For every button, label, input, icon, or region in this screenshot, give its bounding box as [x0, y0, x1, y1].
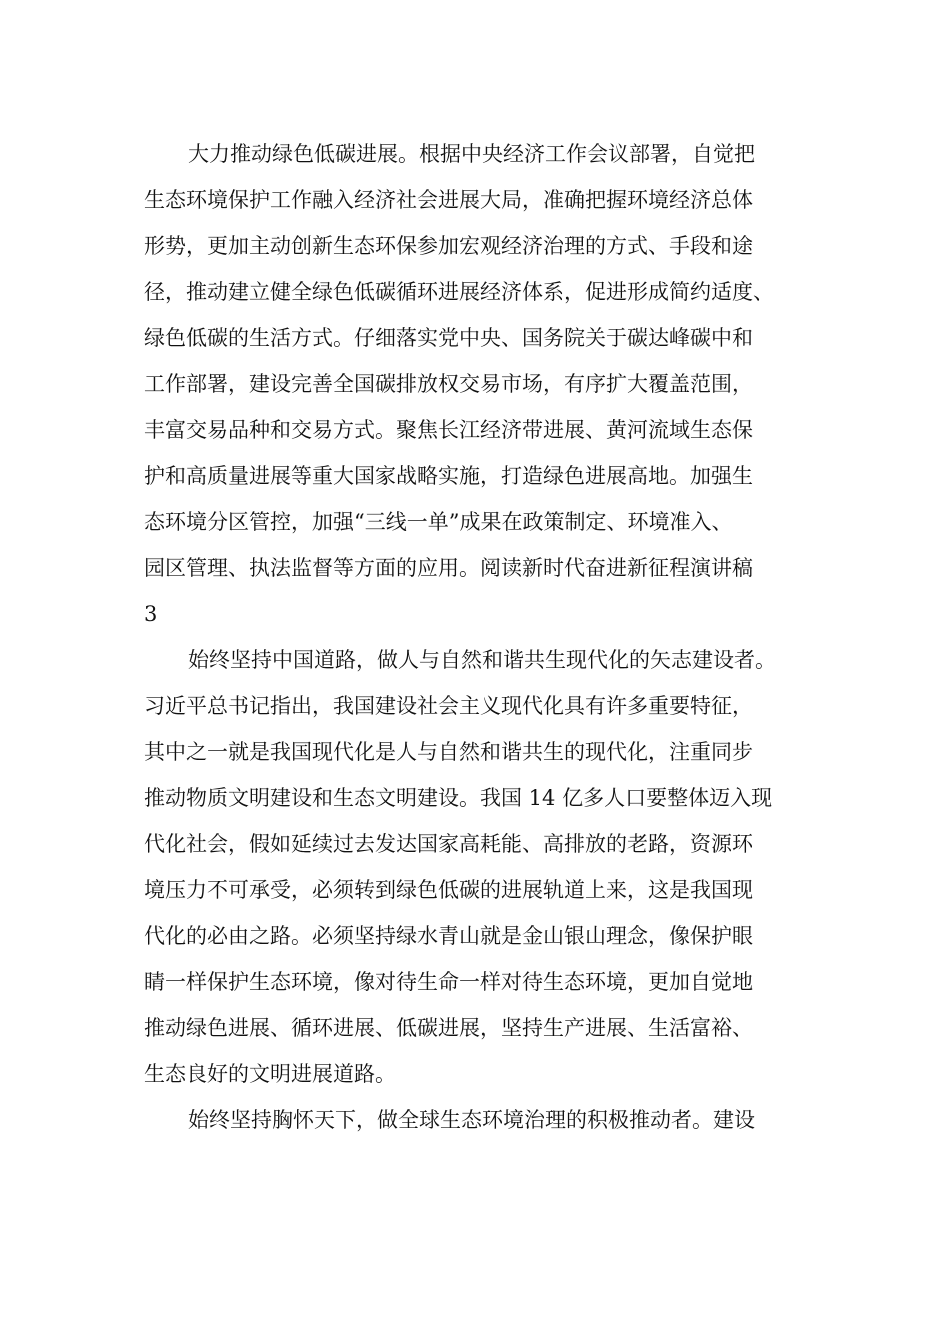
- text-line: 始终坚持中国道路，做人与自然和谐共生现代化的矢志建设者。: [188, 648, 776, 672]
- text-line: 态环境分区管控，加强“三线一单”成果在政策制定、环境准入、: [144, 510, 733, 534]
- text-line: 代化的必由之路。必须坚持绿水青山就是金山银山理念，像保护眼: [144, 924, 753, 948]
- text-line: 睛一样保护生态环境，像对待生命一样对待生态环境，更加自觉地: [144, 970, 753, 994]
- text-line: 丰富交易品种和交易方式。聚焦长江经济带进展、黄河流域生态保: [144, 418, 753, 442]
- text-line: 大力推动绿色低碳进展。根据中央经济工作会议部署，自觉把: [188, 142, 755, 166]
- text-line: 3: [144, 602, 158, 626]
- text-line: 其中之一就是我国现代化是人与自然和谐共生的现代化，注重同步: [144, 740, 753, 764]
- text-line: 代化社会，假如延续过去发达国家高耗能、高排放的老路，资源环: [144, 832, 753, 856]
- text-line: 推动物质文明建设和生态文明建设。我国 14 亿多人口要整体迈入现: [144, 786, 773, 810]
- text-line: 境压力不可承受，必须转到绿色低碳的进展轨道上来，这是我国现: [144, 878, 753, 902]
- text-line: 习近平总书记指出，我国建设社会主义现代化具有许多重要特征，: [144, 694, 753, 718]
- text-line: 生态良好的文明进展道路。: [144, 1062, 396, 1086]
- text-line: 生态环境保护工作融入经济社会进展大局，准确把握环境经济总体: [144, 188, 753, 212]
- text-line: 工作部署，建设完善全国碳排放权交易市场，有序扩大覆盖范围，: [144, 372, 753, 396]
- text-line: 始终坚持胸怀天下，做全球生态环境治理的积极推动者。建设: [188, 1108, 755, 1132]
- text-line: 形势，更加主动创新生态环保参加宏观经济治理的方式、手段和途: [144, 234, 753, 258]
- text-line: 护和高质量进展等重大国家战略实施，打造绿色进展高地。加强生: [144, 464, 753, 488]
- text-line: 推动绿色进展、循环进展、低碳进展，坚持生产进展、生活富裕、: [144, 1016, 753, 1040]
- text-line: 园区管理、执法监督等方面的应用。阅读新时代奋进新征程演讲稿: [144, 556, 753, 580]
- text-line: 绿色低碳的生活方式。仔细落实党中央、国务院关于碳达峰碳中和: [144, 326, 753, 350]
- text-line: 径，推动建立健全绿色低碳循环进展经济体系，促进形成简约适度、: [144, 280, 774, 304]
